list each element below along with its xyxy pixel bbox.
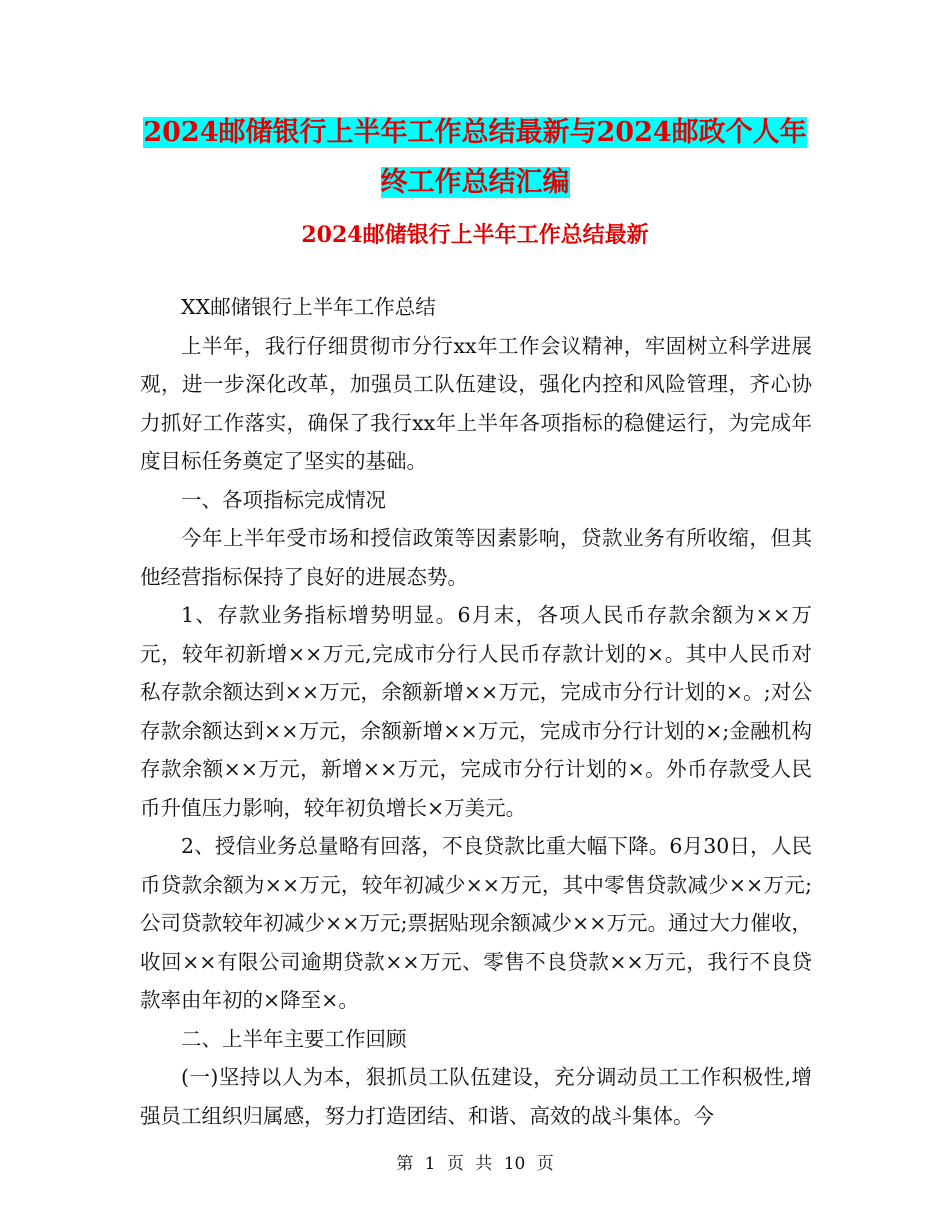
section-title: 2024邮储银行上半年工作总结最新 (301, 222, 649, 248)
section-heading: 二、上半年主要工作回顾 (181, 1026, 407, 1051)
paragraph: 1、存款业务指标增势明显。6月末，各项人民币存款余额为××万元，较年初新增××万元,完成市分行人民币存款计划的×。其中人民币对私存款余额达到××万元，余额新增××万元，完成市分行计划的×。;对公存款余额达到××万元，余额新增××万元，完成市分行计划的×;金融机构存款余额××万元，新增××万元，完成市分行计划的×。外币存款受人民币升值压力影响，较年初负增长×万美元。 (140, 603, 812, 820)
paragraph: (一)坚持以人为本，狠抓员工队伍建设，充分调动员工工作积极性,增强员工组织归属感，努力打造团结、和谐、高效的战斗集体。今 (140, 1065, 812, 1128)
paragraph: 今年上半年受市场和授信政策等因素影响，贷款业务有所收缩，但其他经营指标保持了良好的进展态势。 (140, 526, 812, 589)
page-footer: 第 1 页 共 10 页 (396, 1154, 554, 1174)
section-heading: 一、各项指标完成情况 (181, 487, 386, 512)
document-title (140, 108, 810, 208)
paragraph: 2、授信业务总量略有回落，不良贷款比重大幅下降。6月30日，人民币贷款余额为××万元，较年初减少××万元，其中零售贷款减少××万元;公司贷款较年初减少××万元;票据贴现余额减少××万元。通过大力催收，收回××有限公司逾期贷款××万元、零售不良贷款××万元，我行不良贷款率由年初的×降至×。 (140, 834, 812, 1012)
paragraph: 上半年，我行仔细贯彻市分行xx年工作会议精神，牢固树立科学进展观，进一步深化改革，加强员工队伍建设，强化内控和风险管理，齐心协力抓好工作落实，确保了我行xx年上半年各项指标的稳健运行，为完成年度目标任务奠定了坚实的基础。 (140, 333, 812, 473)
title-line-1: 2024邮储银行上半年工作总结最新与2024邮政个人年 (143, 117, 807, 148)
title-line-2: 终工作总结汇编 (380, 167, 570, 198)
document-body (140, 288, 812, 1135)
paragraph-heading: XX邮储银行上半年工作总结 (181, 295, 436, 319)
